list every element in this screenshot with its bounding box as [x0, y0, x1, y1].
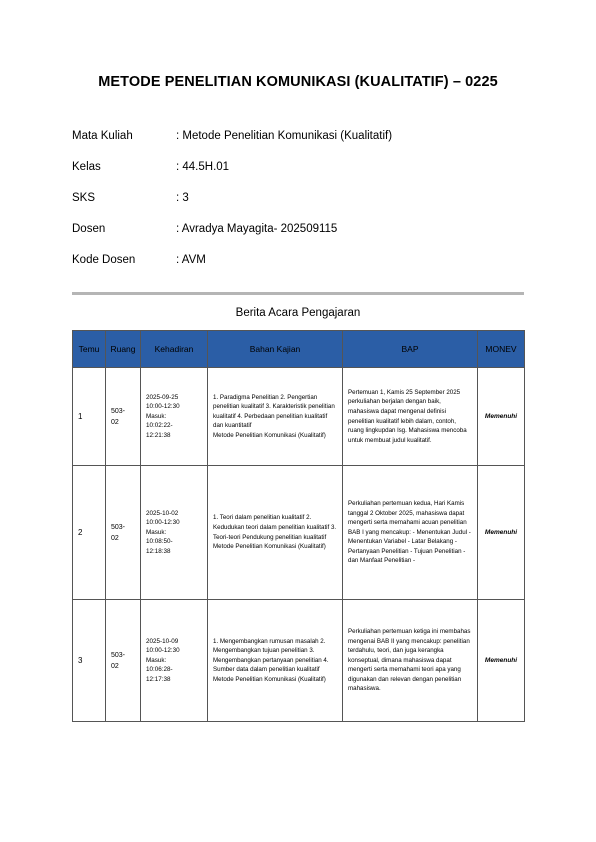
info-label: Dosen — [72, 223, 106, 235]
cell-bap: Perkuliahan pertemuan kedua, Hari Kamis tanggal 2 Oktober 2025, mahasiswa dapat mengerti serta memahami acuan penelitian BAB I yang mencakup: - Menentukan Judul - Menentukan Variabel - Latar Belakang - Pertanyaan Penelitian - Tujuan Penelitian - dan Manfaat Penelitian - — [343, 466, 478, 600]
horizontal-divider — [72, 292, 524, 295]
info-row-course — [72, 130, 532, 161]
info-row-lecturer — [72, 223, 532, 254]
cell-ruang: 503- 02 — [106, 466, 141, 600]
info-value: : 3 — [176, 192, 189, 204]
cell-monev: Memenuhi — [478, 600, 525, 722]
table-row — [73, 368, 525, 466]
table-row — [73, 466, 525, 600]
info-value: : Metode Penelitian Komunikasi (Kualitatif) — [176, 130, 393, 142]
info-label: Mata Kuliah — [72, 130, 133, 142]
header-bap: BAP — [343, 331, 478, 368]
info-value: : AVM — [176, 254, 206, 266]
info-row-lecturer-code — [72, 254, 532, 285]
table-header-row — [73, 331, 525, 368]
header-ruang: Ruang — [106, 331, 141, 368]
header-kehadiran: Kehadiran — [141, 331, 208, 368]
course-info — [72, 130, 532, 285]
info-label: SKS — [72, 192, 96, 204]
cell-bahan-kajian: 1. Paradigma Penelitian 2. Pengertian penelitian kualitatif 3. Karakteristik penelitian kualitatif 4. Perbedaan penelitian kualitatif dan kuantitatif Metode Penelitian Komunikasi (Kualitatif) — [208, 368, 343, 466]
info-value: : Avradya Mayagita- 202509115 — [176, 223, 338, 235]
cell-bap: Pertemuan 1, Kamis 25 September 2025 perkuliahan berjalan dengan baik, mahasiswa dapat mengenal definisi penelitian kualitatif lebih dalam, contoh, ruang lingkupdan lsg. Mahasiswa mencoba untuk membuat judul kualitatif. — [343, 368, 478, 466]
header-temu: Temu — [73, 331, 106, 368]
info-value: : 44.5H.01 — [176, 161, 230, 173]
info-row-sks — [72, 192, 532, 223]
cell-monev: Memenuhi — [478, 466, 525, 600]
cell-bap: Perkuliahan pertemuan ketiga ini membahas mengenai BAB II yang mencakup: penelitian terdahulu, teori, dan juga kerangka konseptual, dimana mahasiswa dapat mengerti serta memahami teori apa yang digunakan dan relevan dengan penelitian mahasiswa. — [343, 600, 478, 722]
cell-kehadiran: 2025-10-02 10:00-12:30 Masuk: 10:08:50- 12:18:38 — [141, 466, 208, 600]
table-title: Berita Acara Pengajaran — [235, 307, 361, 319]
cell-ruang: 503- 02 — [106, 600, 141, 722]
cell-ruang: 503- 02 — [106, 368, 141, 466]
info-row-class — [72, 161, 532, 192]
info-label: Kelas — [72, 161, 101, 173]
cell-kehadiran: 2025-10-09 10:00-12:30 Masuk: 10:06:28- 12:17:38 — [141, 600, 208, 722]
document-title: METODE PENELITIAN KOMUNIKASI (KUALITATIF) – 0225 — [98, 74, 498, 90]
teaching-record-table — [72, 330, 525, 722]
cell-kehadiran: 2025-09-25 10:00-12:30 Masuk: 10:02:22- 12:21:38 — [141, 368, 208, 466]
info-label: Kode Dosen — [72, 254, 136, 266]
header-monev: MONEV — [478, 331, 525, 368]
cell-bahan-kajian: 1. Mengembangkan rumusan masalah 2. Mengembangkan tujuan penelitian 3. Mengembangkan pertanyaan penelitian 4. Sumber data dalam penelitian kualitatif Metode Penelitian Komunikasi (Kualitatif) — [208, 600, 343, 722]
cell-monev: Memenuhi — [478, 368, 525, 466]
table-row — [73, 600, 525, 722]
cell-temu: 2 — [73, 466, 106, 600]
header-bahan-kajian: Bahan Kajian — [208, 331, 343, 368]
cell-bahan-kajian: 1. Teori dalam penelitian kualitatif 2. Kedudukan teori dalam penelitian kualitatif 3. Teori-teori Pendukung penelitian kualitatif Metode Penelitian Komunikasi (Kualitatif) — [208, 466, 343, 600]
cell-temu: 1 — [73, 368, 106, 466]
cell-temu: 3 — [73, 600, 106, 722]
